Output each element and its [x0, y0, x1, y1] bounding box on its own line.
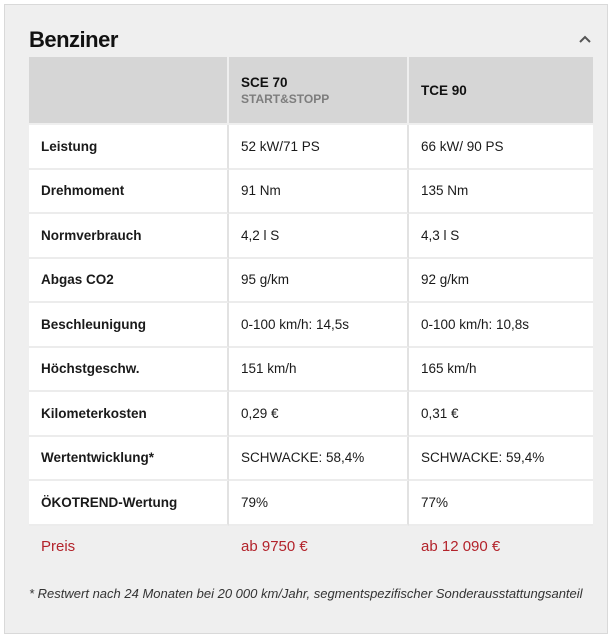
footnote: * Restwert nach 24 Monaten bei 20 000 km/Jahr, segmentspezifischer Sonderausstattungsanteil [29, 586, 583, 601]
specs-table [29, 57, 593, 568]
section-header[interactable] [29, 27, 597, 59]
table-row [29, 348, 593, 393]
row-label: Kilometerkosten [29, 392, 229, 437]
row-label: Normverbrauch [29, 214, 229, 259]
table-row [29, 125, 593, 170]
table-row [29, 170, 593, 215]
column-subtitle: START&STOPP [241, 91, 330, 106]
chevron-up-icon[interactable] [577, 31, 593, 47]
price-row [29, 526, 593, 568]
price-label: Preis [29, 526, 229, 568]
benziner-panel [4, 4, 608, 634]
table-row [29, 392, 593, 437]
cell-sce70: 4,2 l S [229, 214, 409, 259]
cell-tce90: 135 Nm [409, 170, 593, 215]
cell-tce90: 165 km/h [409, 348, 593, 393]
table-row [29, 259, 593, 304]
table-header-row [29, 57, 593, 125]
row-label: Drehmoment [29, 170, 229, 215]
price-tce90: ab 12 090 € [409, 526, 593, 568]
cell-tce90: 66 kW/ 90 PS [409, 125, 593, 170]
cell-sce70: 91 Nm [229, 170, 409, 215]
section-title: Benziner [29, 27, 118, 52]
cell-tce90: 0,31 € [409, 392, 593, 437]
cell-tce90: 77% [409, 481, 593, 526]
table-row [29, 437, 593, 482]
cell-sce70: 151 km/h [229, 348, 409, 393]
table-row [29, 214, 593, 259]
cell-tce90: 0-100 km/h: 10,8s [409, 303, 593, 348]
row-label: Wertentwicklung* [29, 437, 229, 482]
row-label: Abgas CO2 [29, 259, 229, 304]
cell-sce70: 79% [229, 481, 409, 526]
cell-tce90: 4,3 l S [409, 214, 593, 259]
table-row [29, 481, 593, 526]
cell-tce90: SCHWACKE: 59,4% [409, 437, 593, 482]
row-label: Beschleunigung [29, 303, 229, 348]
cell-sce70: 0-100 km/h: 14,5s [229, 303, 409, 348]
row-label: ÖKOTREND-Wertung [29, 481, 229, 526]
cell-tce90: 92 g/km [409, 259, 593, 304]
column-title: SCE 70 [241, 74, 288, 90]
cell-sce70: 95 g/km [229, 259, 409, 304]
cell-sce70: 52 kW/71 PS [229, 125, 409, 170]
row-label: Leistung [29, 125, 229, 170]
column-header-tce90 [409, 57, 593, 125]
cell-sce70: 0,29 € [229, 392, 409, 437]
table-row [29, 303, 593, 348]
cell-sce70: SCHWACKE: 58,4% [229, 437, 409, 482]
column-header-sce70 [229, 57, 409, 125]
column-title: TCE 90 [421, 82, 467, 98]
column-header-empty [29, 57, 229, 125]
price-sce70: ab 9750 € [229, 526, 409, 568]
row-label: Höchstgeschw. [29, 348, 229, 393]
